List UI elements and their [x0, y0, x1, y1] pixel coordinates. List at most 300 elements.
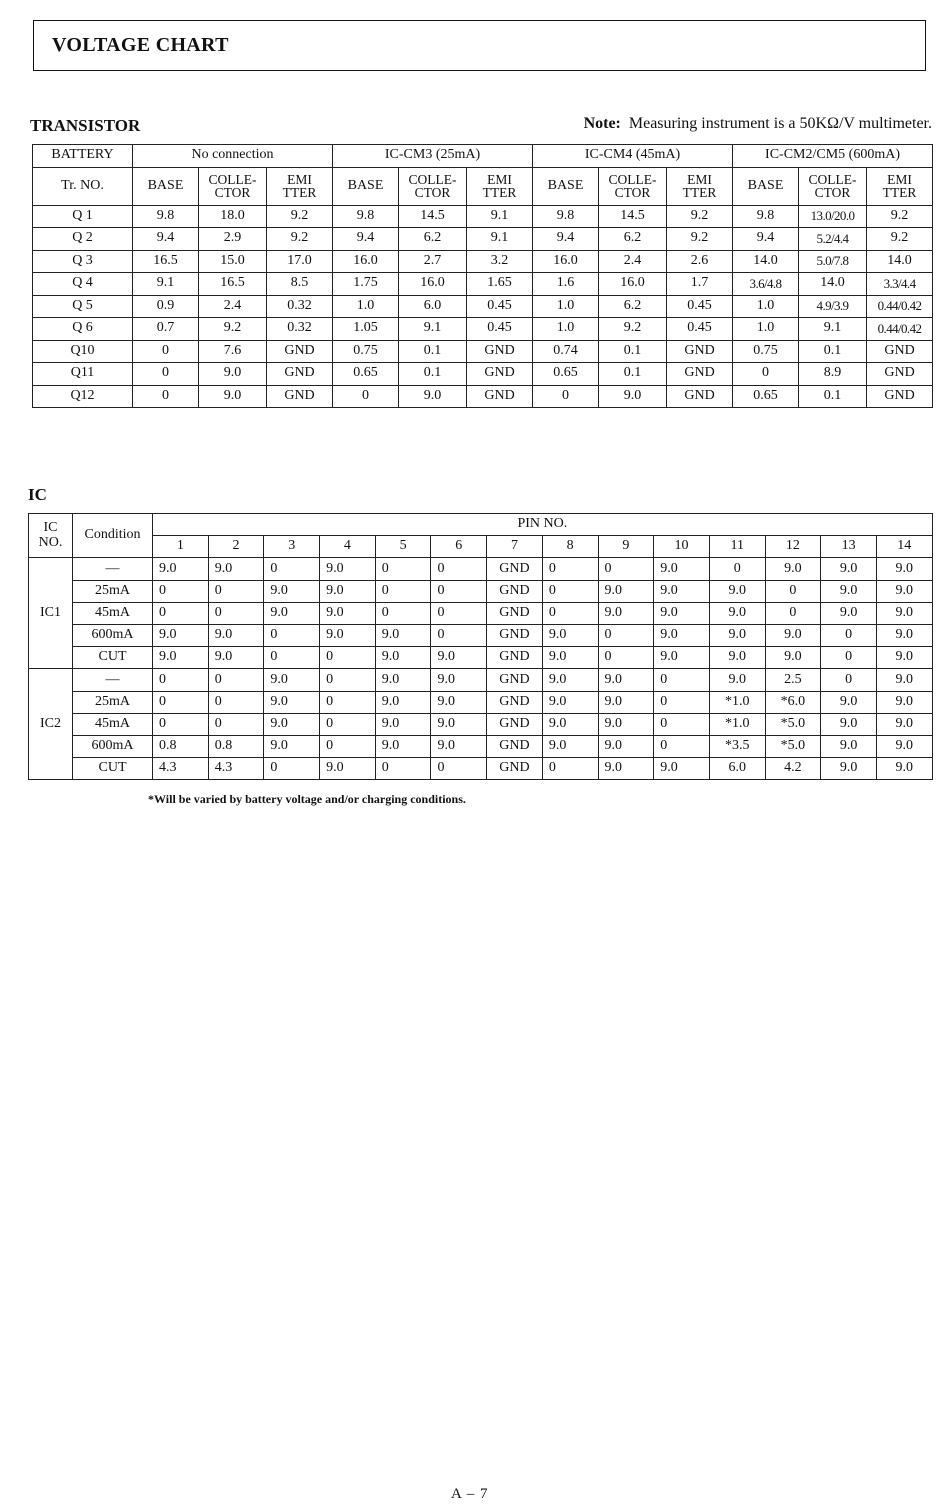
table-row — [29, 669, 933, 691]
pin-voltage-cell: 9.0 — [876, 758, 932, 780]
pin-voltage-cell: 9.0 — [821, 713, 877, 735]
voltage-cell: 5.2/4.4 — [799, 228, 867, 251]
voltage-cell: 9.1 — [399, 318, 467, 341]
pin-voltage-cell: 0 — [264, 647, 320, 669]
voltage-cell: 0.45 — [467, 295, 533, 318]
voltage-cell: 6.2 — [399, 228, 467, 251]
condition-cell: 45mA — [73, 602, 153, 624]
pin-voltage-cell: 9.0 — [821, 758, 877, 780]
condition-cell: 600mA — [73, 624, 153, 646]
pin-voltage-cell: 0 — [542, 758, 598, 780]
pin-voltage-cell: 9.0 — [709, 647, 765, 669]
voltage-cell: 8.9 — [799, 363, 867, 386]
voltage-cell: 1.0 — [733, 318, 799, 341]
voltage-cell: 1.0 — [533, 318, 599, 341]
voltage-cell: 3.6/4.8 — [733, 273, 799, 296]
pin-voltage-cell: 9.0 — [765, 558, 821, 580]
voltage-cell: 9.2 — [599, 318, 667, 341]
pin-voltage-cell: 9.0 — [431, 691, 487, 713]
voltage-cell: 7.6 — [199, 340, 267, 363]
voltage-cell: 9.2 — [267, 228, 333, 251]
transistor-id: Q 1 — [33, 205, 133, 228]
pin-voltage-cell: 9.0 — [654, 624, 710, 646]
voltage-cell: 9.1 — [133, 273, 199, 296]
voltage-cell: 0.1 — [799, 385, 867, 408]
pin-voltage-cell: 9.0 — [765, 624, 821, 646]
terminal-header: COLLE- CTOR — [799, 167, 867, 205]
voltage-cell: GND — [867, 340, 933, 363]
voltage-cell: 1.65 — [467, 273, 533, 296]
battery-group-header: No connection — [133, 145, 333, 168]
voltage-cell: 0.1 — [399, 340, 467, 363]
pin-voltage-cell: 0 — [375, 758, 431, 780]
pin-voltage-cell: 0 — [431, 602, 487, 624]
pin-voltage-cell: 9.0 — [709, 580, 765, 602]
pin-voltage-cell: 2.5 — [765, 669, 821, 691]
transistor-id: Q 2 — [33, 228, 133, 251]
voltage-cell: 0.32 — [267, 295, 333, 318]
pin-voltage-cell: 9.0 — [876, 647, 932, 669]
pin-voltage-cell: GND — [487, 602, 543, 624]
pin-voltage-cell: 0 — [709, 558, 765, 580]
pin-header-row — [29, 536, 933, 558]
voltage-cell: 9.4 — [333, 228, 399, 251]
voltage-cell: 0 — [533, 385, 599, 408]
condition-cell: — — [73, 558, 153, 580]
voltage-cell: GND — [467, 385, 533, 408]
page-number: A – 7 — [451, 1486, 489, 1502]
voltage-cell: 2.6 — [667, 250, 733, 273]
table-row — [29, 713, 933, 735]
pin-voltage-cell: 9.0 — [431, 669, 487, 691]
pin-voltage-cell: 9.0 — [765, 647, 821, 669]
pin-voltage-cell: GND — [487, 580, 543, 602]
voltage-cell: 9.8 — [333, 205, 399, 228]
pin-number-header: 10 — [654, 536, 710, 558]
pin-voltage-cell: 9.0 — [542, 735, 598, 757]
pin-voltage-cell: 9.0 — [320, 624, 376, 646]
voltage-cell: 1.7 — [667, 273, 733, 296]
voltage-cell: 16.0 — [399, 273, 467, 296]
footnote: *Will be varied by battery voltage and/or charging conditions. — [148, 792, 466, 806]
pin-number-header: 1 — [153, 536, 209, 558]
voltage-cell: 14.5 — [599, 205, 667, 228]
voltage-cell: 0 — [133, 340, 199, 363]
pin-voltage-cell: 0 — [320, 669, 376, 691]
pin-number-header: 12 — [765, 536, 821, 558]
voltage-cell: 9.8 — [133, 205, 199, 228]
pin-number-header: 13 — [821, 536, 877, 558]
ic-id: IC1 — [29, 558, 73, 669]
voltage-cell: 9.8 — [733, 205, 799, 228]
pin-voltage-cell: 9.0 — [876, 669, 932, 691]
voltage-cell: 16.0 — [599, 273, 667, 296]
voltage-cell: 0.75 — [333, 340, 399, 363]
pin-voltage-cell: 9.0 — [264, 580, 320, 602]
voltage-cell: 16.0 — [533, 250, 599, 273]
pin-voltage-cell: GND — [487, 624, 543, 646]
pin-voltage-cell: 0 — [765, 602, 821, 624]
pin-voltage-cell: 9.0 — [654, 758, 710, 780]
pin-voltage-cell: *6.0 — [765, 691, 821, 713]
voltage-cell: 0.74 — [533, 340, 599, 363]
voltage-cell: 0.44/0.42 — [867, 295, 933, 318]
ic-voltage-table — [28, 513, 933, 780]
pin-voltage-cell: 9.0 — [821, 602, 877, 624]
condition-cell: 600mA — [73, 735, 153, 757]
voltage-cell: 0.1 — [599, 363, 667, 386]
pin-voltage-cell: 9.0 — [598, 602, 654, 624]
voltage-cell: 9.4 — [133, 228, 199, 251]
pin-voltage-cell: 0 — [375, 558, 431, 580]
pin-voltage-cell: 0 — [821, 669, 877, 691]
table-row — [33, 363, 933, 386]
voltage-cell: 6.2 — [599, 228, 667, 251]
pin-number-header: 5 — [375, 536, 431, 558]
voltage-cell: GND — [267, 340, 333, 363]
pin-number-header: 11 — [709, 536, 765, 558]
condition-cell: 25mA — [73, 691, 153, 713]
pin-voltage-cell: 9.0 — [320, 580, 376, 602]
voltage-cell: 9.1 — [799, 318, 867, 341]
pin-voltage-cell: GND — [487, 647, 543, 669]
table-row — [33, 385, 933, 408]
pin-voltage-cell: 4.2 — [765, 758, 821, 780]
pin-number-header: 3 — [264, 536, 320, 558]
pin-voltage-cell: 0 — [821, 647, 877, 669]
pin-voltage-cell: 9.0 — [876, 713, 932, 735]
condition-cell: CUT — [73, 647, 153, 669]
table-row — [29, 758, 933, 780]
pin-voltage-cell: 0 — [375, 580, 431, 602]
pin-voltage-cell: 0 — [654, 713, 710, 735]
voltage-cell: 9.2 — [199, 318, 267, 341]
table-row — [33, 250, 933, 273]
voltage-cell: 5.0/7.8 — [799, 250, 867, 273]
pin-voltage-cell: 9.0 — [598, 758, 654, 780]
table-row — [29, 624, 933, 646]
pin-voltage-cell: 0 — [598, 647, 654, 669]
pin-voltage-cell: 0 — [208, 691, 264, 713]
pin-voltage-cell: 0 — [654, 669, 710, 691]
voltage-cell: 0.65 — [533, 363, 599, 386]
ic-no-header: IC NO. — [29, 514, 73, 558]
pin-voltage-cell: 9.0 — [375, 647, 431, 669]
voltage-cell: GND — [467, 363, 533, 386]
pin-voltage-cell: 0 — [598, 558, 654, 580]
pin-voltage-cell: 9.0 — [375, 691, 431, 713]
transistor-section-label: TRANSISTOR — [30, 116, 141, 135]
transistor-id: Q 3 — [33, 250, 133, 273]
pin-voltage-cell: 9.0 — [709, 669, 765, 691]
table-row — [29, 558, 933, 580]
pin-voltage-cell: 9.0 — [153, 624, 209, 646]
voltage-cell: 9.1 — [467, 228, 533, 251]
pin-voltage-cell: *1.0 — [709, 713, 765, 735]
voltage-cell: 9.2 — [667, 228, 733, 251]
voltage-cell: 14.0 — [799, 273, 867, 296]
pin-voltage-cell: 9.0 — [264, 669, 320, 691]
terminal-header: BASE — [133, 167, 199, 205]
terminal-header: EMI TTER — [667, 167, 733, 205]
table-row — [29, 647, 933, 669]
pin-voltage-cell: 9.0 — [431, 735, 487, 757]
table-row — [33, 228, 933, 251]
terminal-header: BASE — [533, 167, 599, 205]
voltage-cell: 15.0 — [199, 250, 267, 273]
pin-voltage-cell: 9.0 — [876, 624, 932, 646]
pin-voltage-cell: 9.0 — [375, 735, 431, 757]
voltage-cell: 14.0 — [733, 250, 799, 273]
pin-voltage-cell: 9.0 — [542, 647, 598, 669]
voltage-cell: 1.0 — [733, 295, 799, 318]
pin-voltage-cell: 9.0 — [876, 580, 932, 602]
transistor-voltage-table — [32, 144, 933, 408]
pin-voltage-cell: *1.0 — [709, 691, 765, 713]
pin-number-header: 4 — [320, 536, 376, 558]
voltage-cell: 9.0 — [599, 385, 667, 408]
voltage-cell: 9.0 — [399, 385, 467, 408]
voltage-cell: 0.75 — [733, 340, 799, 363]
pin-voltage-cell: 0 — [320, 647, 376, 669]
pin-voltage-cell: 0 — [765, 580, 821, 602]
pin-no-header: PIN NO. — [153, 514, 933, 536]
pin-voltage-cell: 9.0 — [709, 624, 765, 646]
note-label: Note: — [583, 115, 621, 132]
transistor-id: Q 5 — [33, 295, 133, 318]
page-title: VOLTAGE CHART — [52, 34, 229, 56]
pin-voltage-cell: 0 — [431, 624, 487, 646]
pin-voltage-cell: 0 — [431, 580, 487, 602]
pin-voltage-cell: GND — [487, 691, 543, 713]
pin-voltage-cell: 9.0 — [542, 624, 598, 646]
battery-group-header: IC-CM2/CM5 (600mA) — [733, 145, 933, 168]
pin-number-header: 14 — [876, 536, 932, 558]
voltage-cell: 13.0/20.0 — [799, 205, 867, 228]
voltage-cell: 0.45 — [467, 318, 533, 341]
voltage-cell: 6.2 — [599, 295, 667, 318]
pin-voltage-cell: 0 — [153, 580, 209, 602]
table-row — [33, 295, 933, 318]
voltage-cell: 0.1 — [799, 340, 867, 363]
pin-voltage-cell: GND — [487, 735, 543, 757]
pin-voltage-cell: 9.0 — [208, 558, 264, 580]
pin-voltage-cell: 9.0 — [654, 580, 710, 602]
pin-voltage-cell: 9.0 — [153, 558, 209, 580]
voltage-cell: 18.0 — [199, 205, 267, 228]
voltage-cell: GND — [867, 385, 933, 408]
pin-voltage-cell: 0 — [264, 624, 320, 646]
pin-voltage-cell: 0 — [208, 580, 264, 602]
voltage-cell: 14.5 — [399, 205, 467, 228]
pin-voltage-cell: 0 — [320, 713, 376, 735]
voltage-cell: GND — [467, 340, 533, 363]
voltage-cell: 0.44/0.42 — [867, 318, 933, 341]
voltage-cell: 9.8 — [533, 205, 599, 228]
pin-voltage-cell: 9.0 — [876, 691, 932, 713]
pin-voltage-cell: 9.0 — [320, 602, 376, 624]
terminal-header: BASE — [333, 167, 399, 205]
terminal-header: EMI TTER — [467, 167, 533, 205]
pin-voltage-cell: 9.0 — [208, 647, 264, 669]
pin-voltage-cell: 9.0 — [264, 713, 320, 735]
pin-voltage-cell: 0 — [208, 713, 264, 735]
pin-voltage-cell: 9.0 — [821, 691, 877, 713]
voltage-cell: 1.6 — [533, 273, 599, 296]
pin-voltage-cell: 9.0 — [264, 602, 320, 624]
table-header-row — [29, 514, 933, 536]
voltage-cell: 2.9 — [199, 228, 267, 251]
voltage-cell: 9.2 — [667, 205, 733, 228]
pin-voltage-cell: 9.0 — [876, 558, 932, 580]
pin-voltage-cell: 9.0 — [654, 602, 710, 624]
pin-voltage-cell: *5.0 — [765, 713, 821, 735]
battery-header: BATTERY — [33, 145, 133, 168]
voltage-cell: 16.5 — [133, 250, 199, 273]
voltage-cell: 0.65 — [733, 385, 799, 408]
voltage-cell: 9.1 — [467, 205, 533, 228]
pin-voltage-cell: 0 — [542, 602, 598, 624]
pin-voltage-cell: 9.0 — [320, 758, 376, 780]
condition-header: Condition — [73, 514, 153, 558]
terminal-header: EMI TTER — [267, 167, 333, 205]
voltage-cell: 1.75 — [333, 273, 399, 296]
voltage-cell: 2.7 — [399, 250, 467, 273]
pin-voltage-cell: 0 — [208, 669, 264, 691]
pin-voltage-cell: 0 — [598, 624, 654, 646]
voltage-cell: 6.0 — [399, 295, 467, 318]
pin-voltage-cell: 0 — [153, 669, 209, 691]
voltage-cell: 9.2 — [267, 205, 333, 228]
voltage-cell: 0.45 — [667, 318, 733, 341]
voltage-cell: 0 — [133, 385, 199, 408]
voltage-cell: 0.45 — [667, 295, 733, 318]
transistor-id: Q 4 — [33, 273, 133, 296]
pin-voltage-cell: GND — [487, 758, 543, 780]
voltage-cell: 4.9/3.9 — [799, 295, 867, 318]
voltage-cell: 2.4 — [599, 250, 667, 273]
title-box — [33, 20, 926, 71]
pin-voltage-cell: 9.0 — [654, 647, 710, 669]
pin-voltage-cell: 9.0 — [709, 602, 765, 624]
table-row — [33, 205, 933, 228]
pin-voltage-cell: 9.0 — [153, 647, 209, 669]
voltage-cell: 8.5 — [267, 273, 333, 296]
condition-cell: 25mA — [73, 580, 153, 602]
voltage-cell: 0.1 — [599, 340, 667, 363]
terminal-header: EMI TTER — [867, 167, 933, 205]
pin-voltage-cell: 0 — [320, 691, 376, 713]
voltage-cell: GND — [667, 385, 733, 408]
voltage-cell: 9.2 — [867, 205, 933, 228]
pin-voltage-cell: 9.0 — [654, 558, 710, 580]
pin-voltage-cell: 9.0 — [821, 558, 877, 580]
transistor-id: Q12 — [33, 385, 133, 408]
terminal-header: COLLE- CTOR — [599, 167, 667, 205]
pin-voltage-cell: 9.0 — [598, 735, 654, 757]
pin-voltage-cell: 9.0 — [320, 558, 376, 580]
table-row — [29, 580, 933, 602]
pin-voltage-cell: 0 — [431, 758, 487, 780]
pin-voltage-cell: 0 — [431, 558, 487, 580]
terminal-header: COLLE- CTOR — [199, 167, 267, 205]
pin-voltage-cell: 9.0 — [876, 735, 932, 757]
voltage-cell: 0.65 — [333, 363, 399, 386]
pin-voltage-cell: 0 — [375, 602, 431, 624]
battery-group-header: IC-CM3 (25mA) — [333, 145, 533, 168]
pin-voltage-cell: 0 — [264, 558, 320, 580]
pin-voltage-cell: *3.5 — [709, 735, 765, 757]
pin-voltage-cell: 0.8 — [208, 735, 264, 757]
battery-group-header: IC-CM4 (45mA) — [533, 145, 733, 168]
pin-voltage-cell: GND — [487, 558, 543, 580]
pin-voltage-cell: 9.0 — [542, 713, 598, 735]
table-row — [33, 340, 933, 363]
pin-voltage-cell: 9.0 — [542, 669, 598, 691]
voltage-cell: GND — [267, 363, 333, 386]
pin-voltage-cell: 6.0 — [709, 758, 765, 780]
terminal-header: BASE — [733, 167, 799, 205]
voltage-cell: 3.3/4.4 — [867, 273, 933, 296]
pin-voltage-cell: 0 — [320, 735, 376, 757]
voltage-cell: 16.0 — [333, 250, 399, 273]
pin-voltage-cell: *5.0 — [765, 735, 821, 757]
pin-voltage-cell: 9.0 — [598, 580, 654, 602]
pin-voltage-cell: 9.0 — [598, 713, 654, 735]
pin-voltage-cell: 9.0 — [876, 602, 932, 624]
condition-cell: — — [73, 669, 153, 691]
pin-voltage-cell: 0 — [654, 735, 710, 757]
pin-voltage-cell: 0 — [821, 624, 877, 646]
pin-voltage-cell: 9.0 — [598, 669, 654, 691]
voltage-cell: 9.4 — [733, 228, 799, 251]
pin-voltage-cell: 9.0 — [375, 624, 431, 646]
voltage-cell: 14.0 — [867, 250, 933, 273]
pin-number-header: 8 — [542, 536, 598, 558]
tr-no-header: Tr. NO. — [33, 167, 133, 205]
pin-voltage-cell: 0 — [264, 758, 320, 780]
voltage-cell: 17.0 — [267, 250, 333, 273]
ic-section-label: IC — [28, 485, 47, 504]
pin-voltage-cell: 9.0 — [264, 691, 320, 713]
condition-cell: 45mA — [73, 713, 153, 735]
table-row — [29, 602, 933, 624]
pin-voltage-cell: 0 — [542, 580, 598, 602]
pin-number-header: 6 — [431, 536, 487, 558]
voltage-cell: 9.0 — [199, 363, 267, 386]
pin-voltage-cell: 0 — [208, 602, 264, 624]
pin-voltage-cell: GND — [487, 713, 543, 735]
voltage-cell: GND — [667, 340, 733, 363]
pin-voltage-cell: 9.0 — [431, 647, 487, 669]
pin-voltage-cell: 9.0 — [208, 624, 264, 646]
voltage-cell: 1.0 — [533, 295, 599, 318]
voltage-cell: 2.4 — [199, 295, 267, 318]
voltage-cell: 16.5 — [199, 273, 267, 296]
pin-voltage-cell: 9.0 — [821, 580, 877, 602]
pin-voltage-cell: 0 — [153, 713, 209, 735]
pin-voltage-cell: 9.0 — [821, 735, 877, 757]
pin-number-header: 9 — [598, 536, 654, 558]
measurement-note — [584, 115, 932, 133]
pin-voltage-cell: 0 — [654, 691, 710, 713]
voltage-cell: 9.4 — [533, 228, 599, 251]
pin-voltage-cell: 9.0 — [598, 691, 654, 713]
pin-voltage-cell: 9.0 — [431, 713, 487, 735]
pin-voltage-cell: 9.0 — [542, 691, 598, 713]
ic-id: IC2 — [29, 669, 73, 780]
voltage-cell: 0.1 — [399, 363, 467, 386]
